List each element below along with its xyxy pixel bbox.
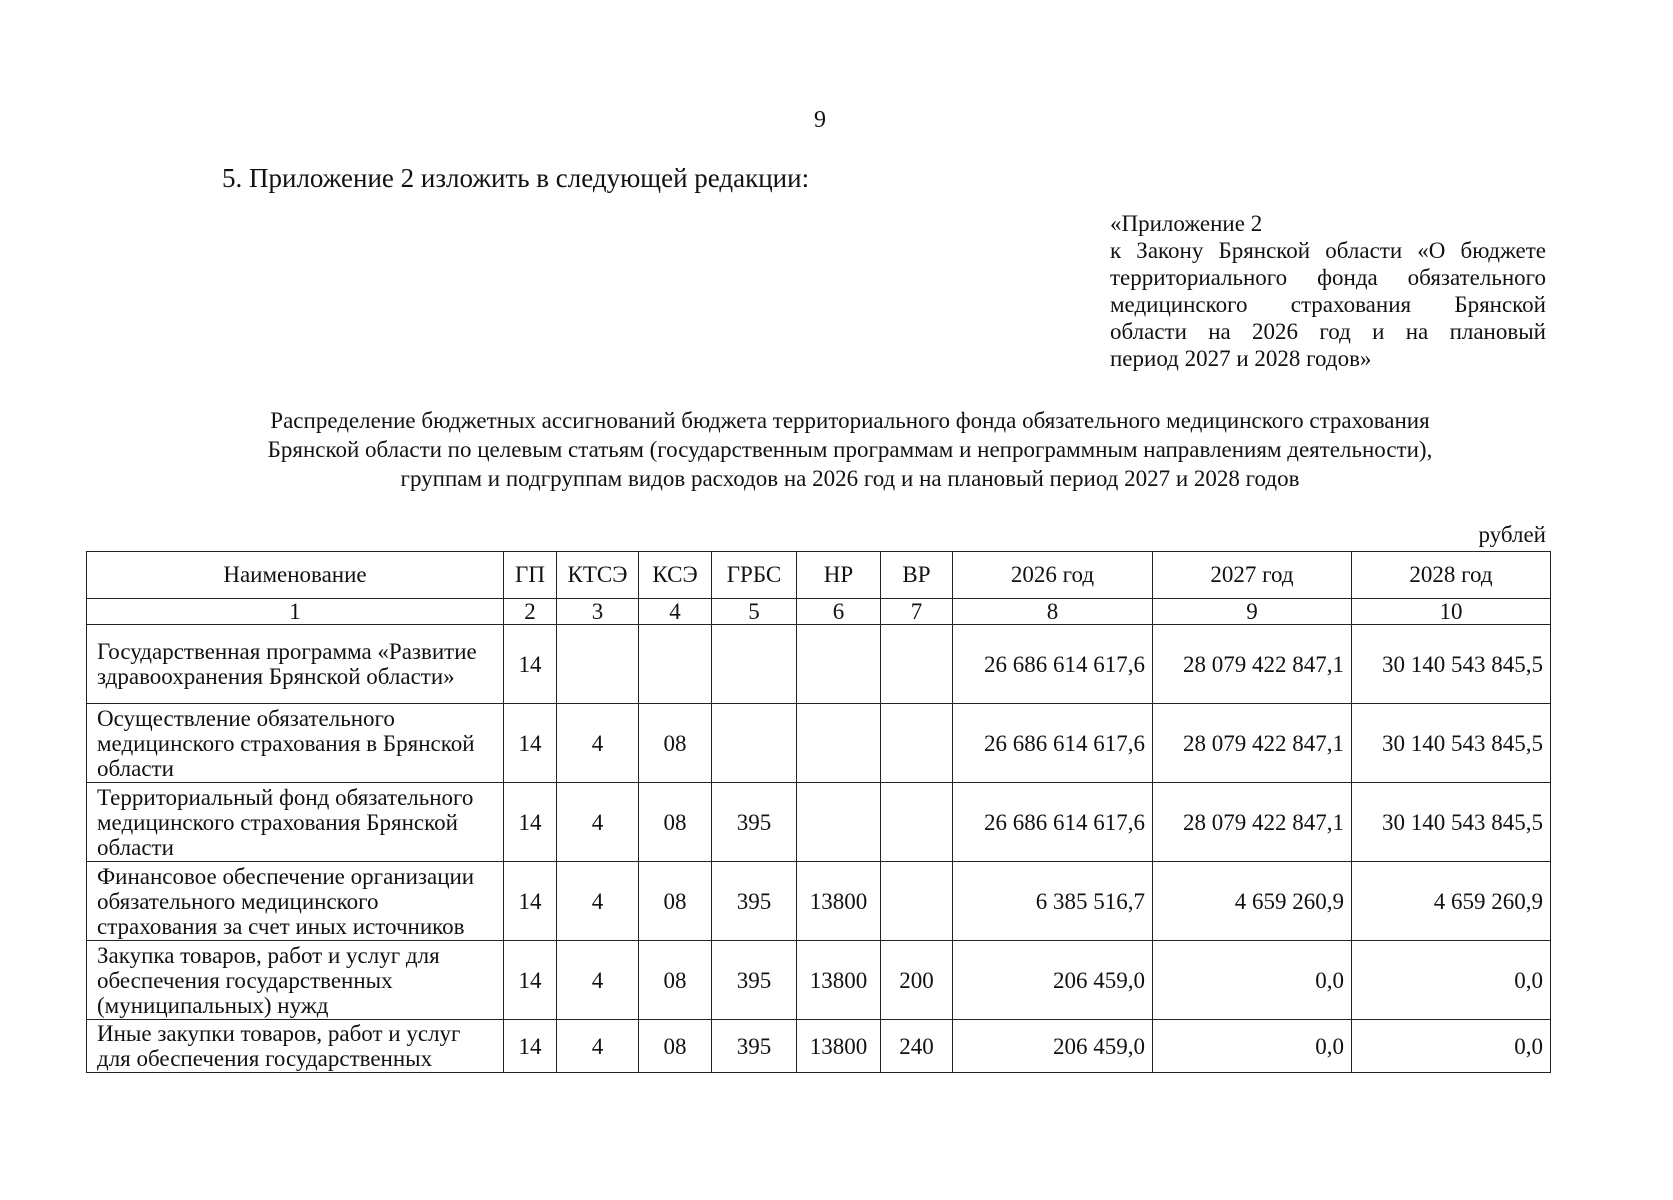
- table-row: [87, 704, 1551, 783]
- appendix-ref-line: области на 2026 год и на плановый: [1110, 319, 1546, 344]
- column-number: 3: [557, 599, 639, 625]
- title-line: Брянской области по целевым статьям (государственным программам и непрограммным направлениям деятельности),: [267, 437, 1433, 462]
- code-grbs: 395: [712, 941, 797, 1020]
- column-number: 2: [504, 599, 557, 625]
- appendix-ref-line: территориального фонда обязательного: [1110, 265, 1546, 290]
- table-row: [87, 941, 1551, 1020]
- amount-2026: 6 385 516,7: [953, 862, 1153, 941]
- row-name: Иные закупки товаров, работ и услуг для обеспечения государственных: [87, 1020, 504, 1073]
- code-grbs: [712, 704, 797, 783]
- amount-2027: 4 659 260,9: [1153, 862, 1352, 941]
- code-nr: [797, 783, 881, 862]
- amount-2028: 4 659 260,9: [1352, 862, 1551, 941]
- title-line: Распределение бюджетных ассигнований бюджета территориального фонда обязательного медицинского страхования: [270, 408, 1430, 433]
- code-gp: 14: [504, 1020, 557, 1073]
- amount-2027: 28 079 422 847,1: [1153, 704, 1352, 783]
- row-name: Осуществление обязательного медицинского страхования в Брянской области: [87, 704, 504, 783]
- column-number: 4: [639, 599, 712, 625]
- amount-2027: 28 079 422 847,1: [1153, 625, 1352, 704]
- header-cell: НР: [797, 552, 881, 599]
- code-nr: 13800: [797, 862, 881, 941]
- column-number: 1: [87, 599, 504, 625]
- document-title: [200, 406, 1500, 493]
- code-vr: 200: [881, 941, 953, 1020]
- code-kse: 08: [639, 862, 712, 941]
- code-kse: 08: [639, 941, 712, 1020]
- column-number: 8: [953, 599, 1153, 625]
- code-kse: 08: [639, 704, 712, 783]
- header-cell: КСЭ: [639, 552, 712, 599]
- row-name: Государственная программа «Развитие здравоохранения Брянской области»: [87, 625, 504, 704]
- code-nr: 13800: [797, 941, 881, 1020]
- amount-2026: 206 459,0: [953, 1020, 1153, 1073]
- code-vr: [881, 862, 953, 941]
- code-grbs: [712, 625, 797, 704]
- column-number: 5: [712, 599, 797, 625]
- amount-2028: 0,0: [1352, 1020, 1551, 1073]
- instruction-text: 5. Приложение 2 изложить в следующей редакции:: [222, 163, 810, 193]
- code-ktse: [557, 625, 639, 704]
- header-row: [87, 552, 1551, 599]
- table-row: [87, 1020, 1551, 1073]
- code-gp: 14: [504, 625, 557, 704]
- code-grbs: 395: [712, 862, 797, 941]
- appendix-reference: [1110, 210, 1546, 372]
- amount-2026: 26 686 614 617,6: [953, 783, 1153, 862]
- header-cell: Наименование: [87, 552, 504, 599]
- code-gp: 14: [504, 862, 557, 941]
- row-name: Закупка товаров, работ и услуг для обеспечения государственных (муниципальных) нужд: [87, 941, 504, 1020]
- code-grbs: 395: [712, 783, 797, 862]
- column-number: 9: [1153, 599, 1352, 625]
- header-cell: 2026 год: [953, 552, 1153, 599]
- row-name: Финансовое обеспечение организации обязательного медицинского страхования за счет иных источников: [87, 862, 504, 941]
- amount-2026: 26 686 614 617,6: [953, 625, 1153, 704]
- amount-2028: 30 140 543 845,5: [1352, 704, 1551, 783]
- code-gp: 14: [504, 704, 557, 783]
- budget-table: [86, 551, 1551, 1073]
- code-ktse: 4: [557, 862, 639, 941]
- table-row: [87, 783, 1551, 862]
- code-ktse: 4: [557, 941, 639, 1020]
- header-cell: 2027 год: [1153, 552, 1352, 599]
- code-ktse: 4: [557, 1020, 639, 1073]
- row-name: Территориальный фонд обязательного медицинского страхования Брянской области: [87, 783, 504, 862]
- column-number: 6: [797, 599, 881, 625]
- appendix-ref-line: медицинского страхования Брянской: [1110, 292, 1546, 317]
- code-kse: [639, 625, 712, 704]
- code-vr: [881, 625, 953, 704]
- unit-label: рублей: [1478, 522, 1546, 547]
- table-row: [87, 862, 1551, 941]
- code-nr: 13800: [797, 1020, 881, 1073]
- code-nr: [797, 625, 881, 704]
- column-number: 7: [881, 599, 953, 625]
- code-vr: [881, 704, 953, 783]
- column-number-row: [87, 599, 1551, 625]
- table-row: [87, 625, 1551, 704]
- amount-2026: 26 686 614 617,6: [953, 704, 1153, 783]
- code-kse: 08: [639, 783, 712, 862]
- appendix-ref-line: период 2027 и 2028 годов»: [1110, 346, 1372, 371]
- code-gp: 14: [504, 783, 557, 862]
- amount-2027: 0,0: [1153, 1020, 1352, 1073]
- column-number: 10: [1352, 599, 1551, 625]
- amount-2027: 28 079 422 847,1: [1153, 783, 1352, 862]
- code-ktse: 4: [557, 783, 639, 862]
- code-vr: 240: [881, 1020, 953, 1073]
- code-gp: 14: [504, 941, 557, 1020]
- header-cell: ВР: [881, 552, 953, 599]
- appendix-ref-line: к Закону Брянской области «О бюджете: [1110, 238, 1546, 263]
- code-grbs: 395: [712, 1020, 797, 1073]
- appendix-ref-line: «Приложение 2: [1110, 211, 1263, 236]
- page-number: 9: [814, 107, 826, 133]
- header-cell: ГП: [504, 552, 557, 599]
- header-cell: 2028 год: [1352, 552, 1551, 599]
- code-nr: [797, 704, 881, 783]
- title-line: группам и подгруппам видов расходов на 2026 год и на плановый период 2027 и 2028 годов: [400, 466, 1300, 491]
- code-vr: [881, 783, 953, 862]
- amount-2026: 206 459,0: [953, 941, 1153, 1020]
- header-cell: КТСЭ: [557, 552, 639, 599]
- header-cell: ГРБС: [712, 552, 797, 599]
- amount-2028: 0,0: [1352, 941, 1551, 1020]
- code-kse: 08: [639, 1020, 712, 1073]
- code-ktse: 4: [557, 704, 639, 783]
- amount-2028: 30 140 543 845,5: [1352, 783, 1551, 862]
- amount-2027: 0,0: [1153, 941, 1352, 1020]
- amount-2028: 30 140 543 845,5: [1352, 625, 1551, 704]
